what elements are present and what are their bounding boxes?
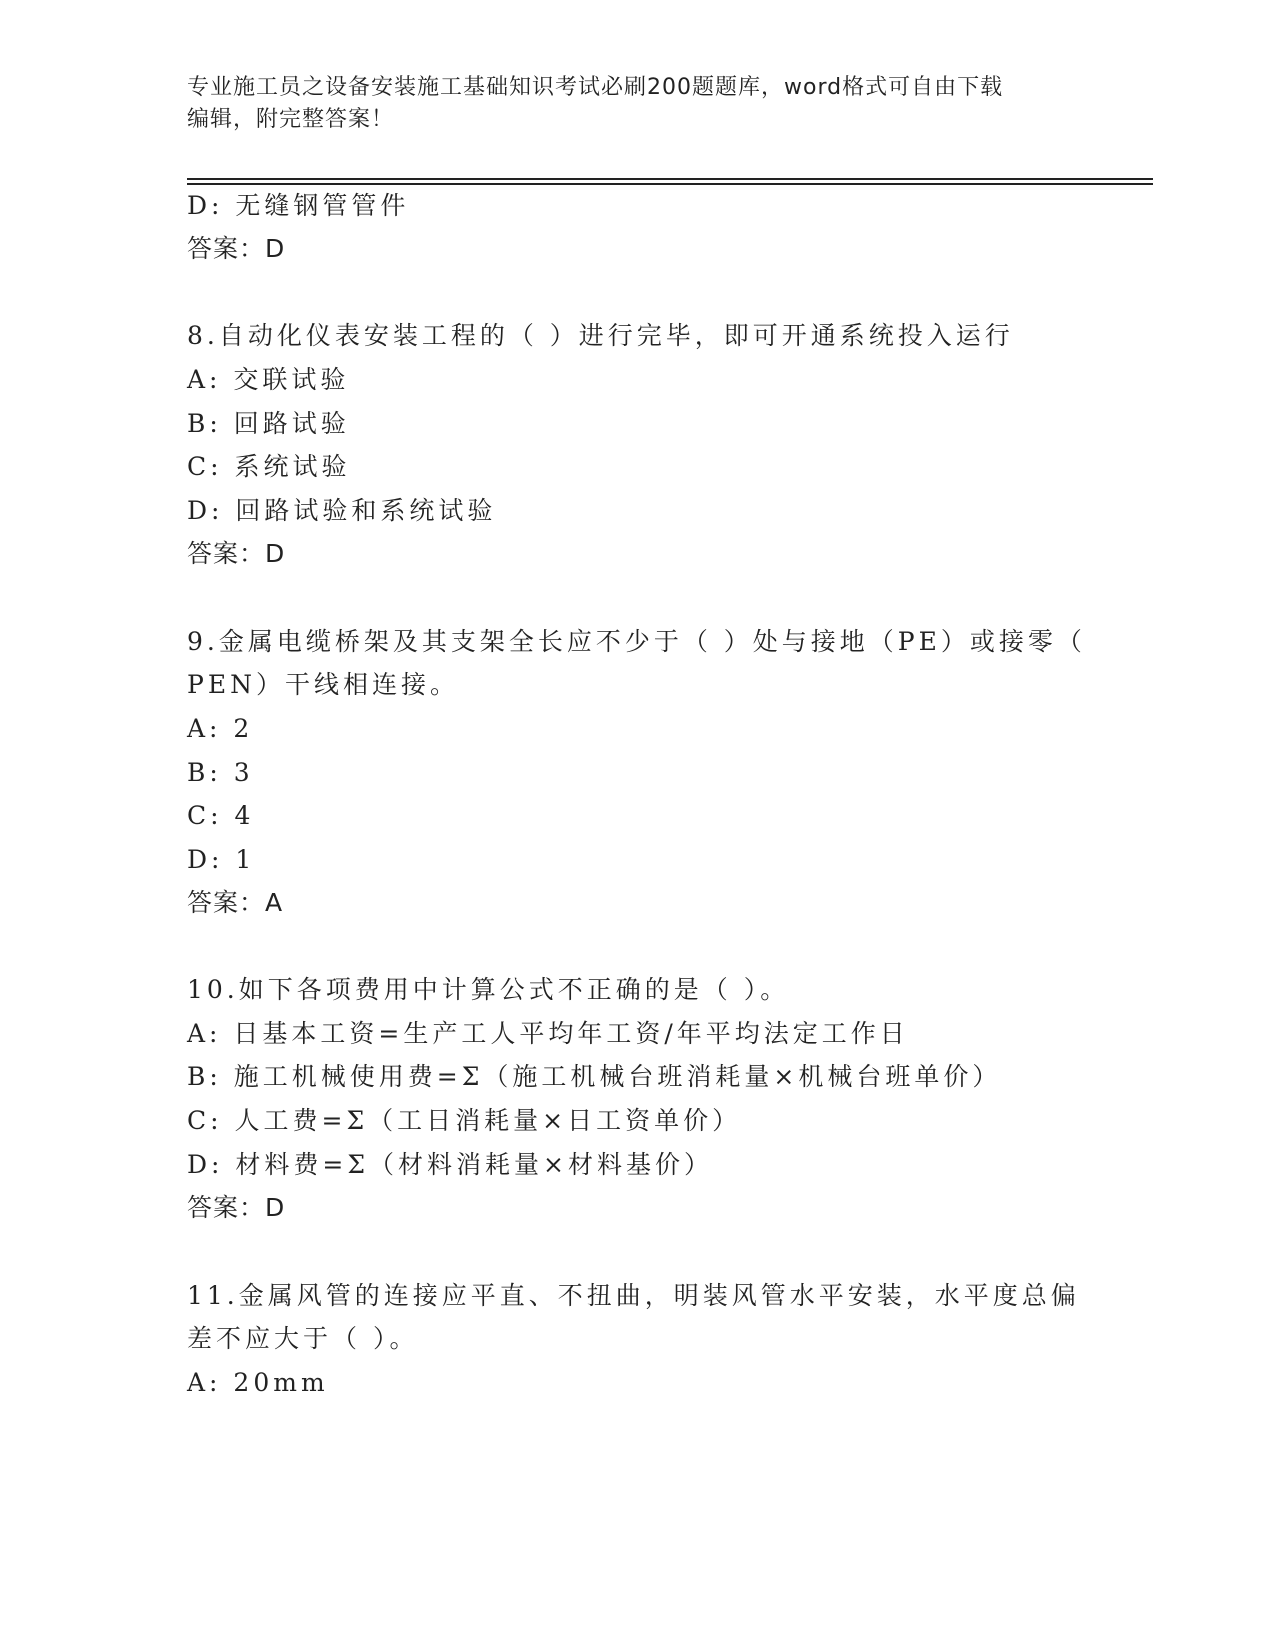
header-title-line-1: 专业施工员之设备安装施工基础知识考试必刷200题题库，word格式可自由下载: [187, 75, 1004, 100]
option-line: D: 1: [187, 845, 256, 874]
option-line: B: 回路试验: [187, 409, 350, 438]
header-divider-top: [187, 178, 1153, 180]
answer-line: 答案：A: [187, 888, 284, 917]
option-line: C: 系统试验: [187, 452, 351, 481]
option-line: B: 施工机械使用费=Σ（施工机械台班消耗量×机械台班单价）: [187, 1062, 1002, 1091]
option-line: C: 4: [187, 801, 255, 830]
answer-line: 答案：D: [187, 1193, 286, 1222]
option-line: A: 2: [187, 714, 254, 743]
question-line: 9.金属电缆桥架及其支架全长应不少于（ ）处与接地（PE）或接零（: [187, 627, 1086, 656]
option-line: D: 材料费=Σ（材料消耗量×材料基价）: [187, 1150, 713, 1179]
document-header: [187, 72, 1087, 136]
option-line: B: 3: [187, 758, 254, 787]
header-title-line-2: 编辑，附完整答案！: [187, 107, 395, 132]
answer-line: 答案：D: [187, 234, 286, 263]
question-line: 8.自动化仪表安装工程的（ ）进行完毕，即可开通系统投入运行: [187, 321, 1014, 350]
option-line: A: 日基本工资=生产工人平均年工资/年平均法定工作日: [187, 1019, 909, 1048]
question-line: 差不应大于（ ）。: [187, 1324, 419, 1353]
question-line: 10.如下各项费用中计算公式不正确的是（ ）。: [187, 975, 790, 1004]
question-line: PEN）干线相连接。: [187, 670, 459, 699]
option-line: C: 人工费=Σ（工日消耗量×日工资单价）: [187, 1106, 742, 1135]
option-line: A: 交联试验: [187, 365, 350, 394]
question-line: 11.金属风管的连接应平直、不扭曲，明装风管水平安装，水平度总偏: [187, 1281, 1080, 1310]
option-line: D: 回路试验和系统试验: [187, 496, 497, 525]
answer-line: 答案：D: [187, 539, 286, 568]
option-line: A: 20mm: [187, 1368, 329, 1397]
header-divider-bottom: [187, 183, 1153, 185]
option-line: D: 无缝钢管管件: [187, 191, 410, 220]
